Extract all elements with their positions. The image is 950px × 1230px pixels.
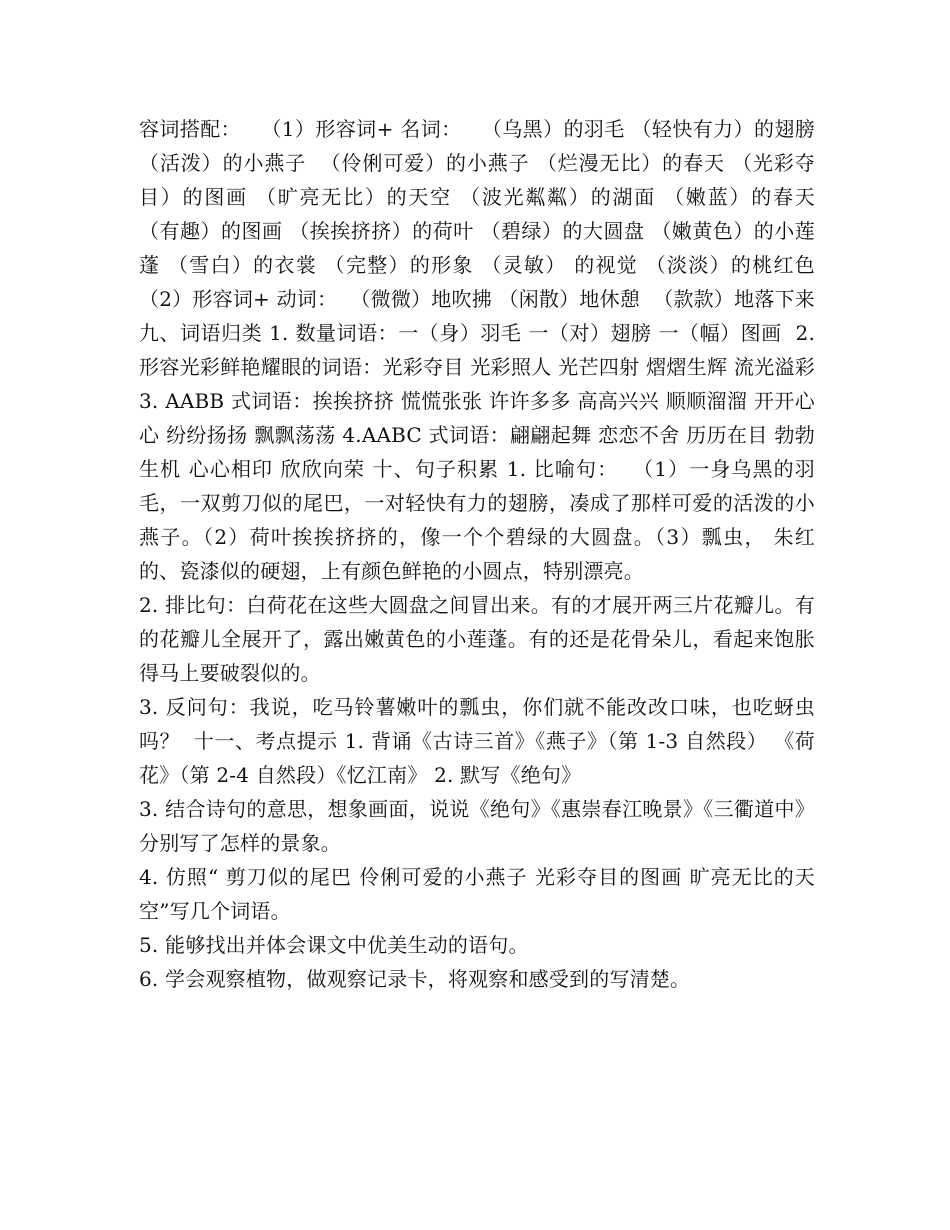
paragraph-tip-3: 3. 结合诗句的意思，想象画面，说说《绝句》《惠崇春江晚景》《三衢道中》分别写了怎样的景象。	[139, 797, 815, 855]
paragraph-parallelism: 2. 排比句：白荷花在这些大圆盘之间冒出来。有的才展开两三片花瓣儿。有的花瓣儿全展开了，露出嫩黄色的小莲蓬。有的还是花骨朵儿，看起来饱胀得马上要破裂似的。	[139, 593, 815, 685]
paragraph-tip-5: 5. 能够找出并体会课文中优美生动的语句。	[139, 933, 529, 957]
document-body	[139, 112, 829, 996]
paragraph-tip-6: 6. 学会观察植物，做观察记录卡，将观察和感受到的写清楚。	[139, 967, 691, 991]
paragraph-adjective-collocation: 容词搭配： （1）形容词+ 名词： （乌黑）的羽毛 （轻快有力）的翅膀 （活泼）的小燕子 （伶俐可爱）的小燕子 （烂漫无比）的春天 （光彩夺目）的图画 （旷亮无比）的天空 （波光粼粼）的湖面 （嫩蓝）的春天 （有趣）的图画 （挨挨挤挤）的荷叶 （碧绿）的大圆盘 （嫩黄色）的小莲蓬 （雪白）的衣裳 （完整）的形象 （灵敏） 的视觉 （淡淡）的桃红色 （2）形容词+ 动词： （微微）地吹拂 （闲散）地休憩 （款款）地落下来 九、词语归类 1. 数量词语：一（身）羽毛 一（对）翅膀 一（幅）图画 2. 形容光彩鲜艳耀眼的词语：光彩夺目 光彩照人 光芒四射 熠熠生辉 流光溢彩 3. AABB 式词语：挨挨挤挤 慌慌张张 许许多多 高高兴兴 顺顺溜溜 开开心心 纷纷扬扬 飘飘荡荡 4.AABC 式词语：翩翩起舞 恋恋不舍 历历在目 勃勃生机 心心相印 欣欣向荣 十、句子积累 1. 比喻句： （1）一身乌黑的羽毛，一双剪刀似的尾巴，一对轻快有力的翅膀，凑成了那样可爱的活泼的小燕子。（2）荷叶挨挨挤挤的，像一个个碧绿的大圆盘。（3）瓢虫， 朱红的、瓷漆似的硬翅，上有颜色鲜艳的小圆点，特别漂亮。	[139, 117, 829, 583]
paragraph-tip-4: 4. 仿照“ 剪刀似的尾巴 伶俐可爱的小燕子 光彩夺目的图画 旷亮无比的天空”写几个词语。	[139, 865, 815, 923]
paragraph-rhetorical-question: 3. 反问句：我说，吃马铃薯嫩叶的瓢虫，你们就不能改改口味，也吃蚜虫吗？ 十一、考点提示 1. 背诵《古诗三首》《燕子》（第 1-3 自然段） 《荷花》（第 2-4 自然段）《忆江南》 2. 默写《绝句》	[139, 695, 815, 787]
